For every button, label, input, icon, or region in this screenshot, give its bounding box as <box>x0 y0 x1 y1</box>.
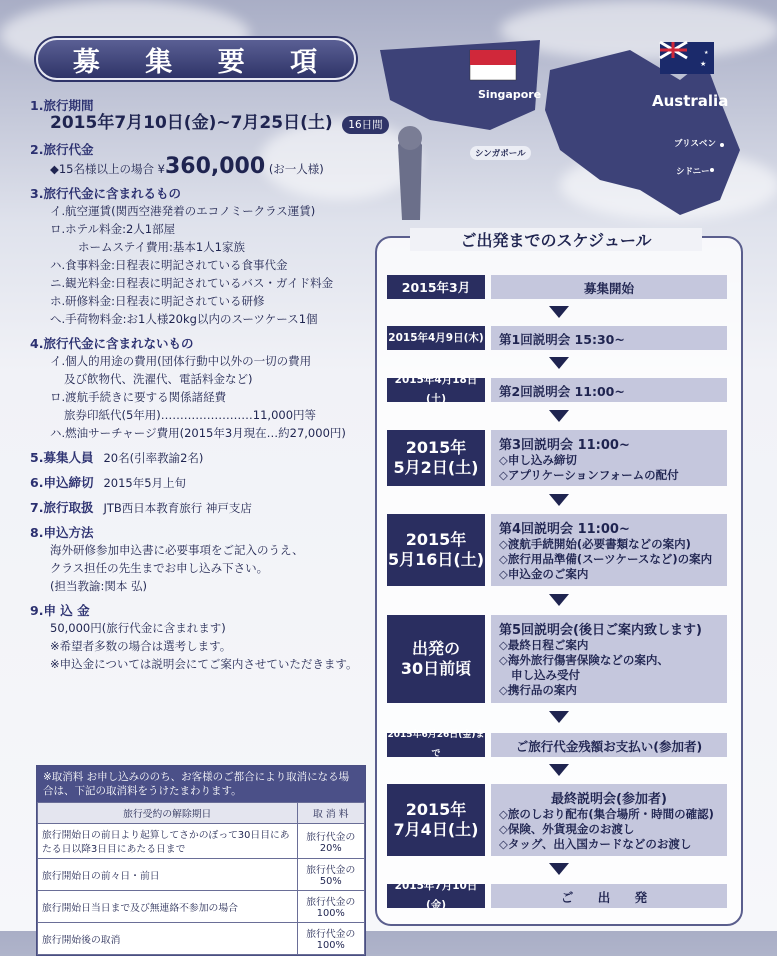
schedule-date-year: 2015年 <box>405 800 467 819</box>
price-suffix: (お一人様) <box>268 162 324 176</box>
deposit-item: ※申込金については説明会にてご案内させていただきます。 <box>50 657 358 671</box>
brisbane-label: ブリスベン <box>674 139 716 149</box>
schedule-event-detail: ◇旅行用品準備(スーツケースなど)の案内 <box>499 552 713 566</box>
schedule-title: ご出発までのスケジュール <box>410 228 702 251</box>
schedule-date: 2015年4月9日(木) <box>387 326 485 350</box>
page-title: 募 集 要 項 <box>36 38 356 80</box>
schedule-event-detail: ◇申し込み締切 <box>499 453 577 467</box>
map-illustration <box>360 40 760 230</box>
arrow-down-icon <box>549 306 569 318</box>
duration-badge: 16日間 <box>342 116 388 134</box>
schedule-date-day: 5月2日(土) <box>393 458 479 477</box>
arrow-down-icon <box>549 410 569 422</box>
schedule-event-detail: ◇最終日程ご案内 <box>499 638 589 652</box>
schedule-date <box>387 514 485 586</box>
schedule-event-title: 第3回説明会 11:00~ <box>499 438 630 453</box>
schedule-date <box>387 615 485 703</box>
schedule-date: 2015年3月 <box>387 275 485 299</box>
schedule-event-detail: ◇携行品の案内 <box>499 683 577 697</box>
schedule-row <box>387 374 727 405</box>
excluded-item: イ.個人的用途の費用(団体行動中以外の一切の費用 <box>50 354 312 368</box>
included-item: ホームステイ費用:基本1人1家族 <box>78 240 245 254</box>
arrow-down-icon <box>549 357 569 369</box>
excluded-item: ハ.燃油サーチャージ費用(2015年3月現在…約27,000円) <box>50 426 346 440</box>
schedule-event-detail: ◇旅のしおり配布(集合場所・時間の確認) <box>499 807 714 821</box>
deadline-text: 2015年5月上旬 <box>103 476 187 490</box>
schedule-event-detail: 申し込み受付 <box>511 668 580 682</box>
deadline-heading: 6.申込締切 <box>30 475 94 490</box>
schedule-date <box>387 784 485 856</box>
schedule-date: 2015年6月26日(金)まで <box>387 730 485 759</box>
sydney-marker <box>710 168 714 172</box>
schedule-date: 2015年4月18日(土) <box>387 378 485 402</box>
australia-landmass <box>545 50 740 215</box>
cancellation-box <box>36 765 366 956</box>
schedule-event: ご 出 発 <box>491 884 727 908</box>
schedule-event-detail: ◇海外旅行傷害保険などの案内、 <box>499 653 669 667</box>
price-heading: 2.旅行代金 <box>30 142 94 157</box>
schedule-event-title: 第4回説明会 11:00~ <box>499 522 630 537</box>
arrow-down-icon <box>549 764 569 776</box>
schedule-event: 募集開始 <box>491 275 727 299</box>
application-item: クラス担任の先生までお申し込み下さい。 <box>50 561 269 575</box>
price-row <box>30 154 370 179</box>
schedule-event-title: 最終説明会(参加者) <box>551 792 667 807</box>
excluded-heading: 4.旅行代金に含まれないもの <box>30 336 194 351</box>
period-heading: 1.旅行期間 <box>30 98 94 113</box>
period-row <box>30 113 383 134</box>
svg-text:★: ★ <box>704 50 709 56</box>
schedule-date: 2015年7月10日(金) <box>387 884 485 908</box>
schedule-row <box>387 615 727 703</box>
included-item: ホ.研修料金:日程表に明記されている研修 <box>50 294 265 308</box>
schedule-event <box>491 784 727 856</box>
schedule-event-detail: ◇申込金のご案内 <box>499 567 589 581</box>
included-item: ロ.ホテル料金:2人1部屋 <box>50 222 176 236</box>
table-row <box>38 923 365 955</box>
period-text: 2015年7月10日(金)~7月25日(土) <box>50 113 333 133</box>
capacity-row <box>30 442 370 467</box>
deposit-item: 50,000円(旅行代金に含まれます) <box>50 621 226 635</box>
sydney-label: シドニー <box>676 167 710 177</box>
included-item: イ.航空運賃(関西空港発着のエコノミークラス運賃) <box>50 204 316 218</box>
schedule-row <box>387 514 727 586</box>
capacity-heading: 5.募集人員 <box>30 450 94 465</box>
schedule-row <box>387 326 727 350</box>
schedule-event-detail: ◇保険、外貨現金のお渡し <box>499 822 635 836</box>
svg-text:★: ★ <box>700 60 707 68</box>
schedule-date-year: 2015年 <box>405 530 467 549</box>
schedule-event-detail: ◇アプリケーションフォームの配付 <box>499 468 679 482</box>
table-cell: 旅行開始後の取消 <box>38 923 298 955</box>
included-heading: 3.旅行代金に含まれるもの <box>30 186 181 201</box>
table-row <box>38 824 365 859</box>
table-row <box>38 891 365 923</box>
schedule-event <box>491 514 727 586</box>
brisbane-marker <box>720 143 724 147</box>
schedule-event: ご旅行代金残額お支払い(参加者) <box>491 733 727 757</box>
schedule-event <box>491 430 727 486</box>
schedule-event-detail: ◇タッグ、出入国カードなどのお渡し <box>499 837 692 851</box>
cancellation-table <box>37 802 365 955</box>
schedule-event <box>491 615 727 703</box>
arrow-down-icon <box>549 863 569 875</box>
schedule-event: 第1回説明会 15:30~ <box>491 326 727 350</box>
table-cell: 旅行開始日当日まで及び無連絡不参加の場合 <box>38 891 298 923</box>
deposit-heading: 9.申 込 金 <box>30 603 90 618</box>
table-cell: 旅行代金の 50% <box>297 859 364 891</box>
application-item: (担当教諭:関本 弘) <box>50 579 148 593</box>
schedule-event: 第2回説明会 11:00~ <box>491 378 727 402</box>
schedule-date-line: 出発の <box>411 639 460 658</box>
included-item: ハ.食事料金:日程表に明記されている食事代金 <box>50 258 288 272</box>
price-prefix: ◆15名様以上の場合 ¥ <box>50 162 165 176</box>
schedule-row <box>387 880 727 911</box>
table-cell: 旅行開始日の前々日・前日 <box>38 859 298 891</box>
excluded-item: 旅券印紙代(5年用)……………………11,000円等 <box>64 408 317 422</box>
australia-label: Australia <box>652 92 729 110</box>
excluded-item: ロ.渡航手続きに要する関係諸経費 <box>50 390 227 404</box>
schedule-date-year: 2015年 <box>405 438 467 457</box>
column-header: 取 消 料 <box>297 803 364 824</box>
schedule-row <box>387 430 727 486</box>
schedule-row <box>387 730 727 759</box>
deposit-item: ※希望者多数の場合は選考します。 <box>50 639 232 653</box>
arrow-down-icon <box>549 594 569 606</box>
table-row <box>38 859 365 891</box>
agency-heading: 7.旅行取扱 <box>30 500 94 515</box>
cancellation-note: ※取消料 お申し込みののち、お客様のご都合により取消になる場合は、下記の取消料をうけたまわります。 <box>37 766 365 802</box>
table-cell: 旅行代金の100% <box>297 923 364 955</box>
schedule-row <box>387 275 727 299</box>
arrow-down-icon <box>549 494 569 506</box>
schedule-date-day: 5月16日(土) <box>387 550 485 569</box>
price-value: 360,000 <box>164 154 266 179</box>
requirements-section <box>30 90 383 673</box>
schedule-date-day: 7月4日(土) <box>393 820 479 839</box>
application-heading: 8.申込方法 <box>30 525 94 540</box>
singapore-jp-label: シンガポール <box>470 146 531 160</box>
included-item: へ.手荷物料金:お1人様20kg以内のスーツケース1個 <box>50 312 318 326</box>
table-cell: 旅行代金の100% <box>297 891 364 923</box>
schedule-date-line: 30日前頃 <box>400 659 472 678</box>
table-cell: 旅行代金の 20% <box>297 824 364 859</box>
singapore-label: Singapore <box>478 88 542 101</box>
included-item: ニ.観光料金:日程表に明記されているバス・ガイド料金 <box>50 276 334 290</box>
table-cell: 旅行開始日の前日より起算してさかのぼって30日目にあたる日以降3日目にあたる日まで <box>38 824 298 859</box>
capacity-text: 20名(引率教諭2名) <box>103 451 204 465</box>
deadline-row <box>30 467 370 492</box>
application-item: 海外研修参加申込書に必要事項をご記入のうえ、 <box>50 543 304 557</box>
table-header-row <box>38 803 365 824</box>
schedule-event-title: 第5回説明会(後日ご案内致します) <box>499 623 702 638</box>
arrow-down-icon <box>549 711 569 723</box>
excluded-item: 及び飲物代、洗濯代、電話料金など) <box>64 372 253 386</box>
agency-text: JTB西日本教育旅行 神戸支店 <box>103 501 252 515</box>
agency-row <box>30 492 370 517</box>
schedule-date <box>387 430 485 486</box>
schedule-event-detail: ◇渡航手続開始(必要書類などの案内) <box>499 537 691 551</box>
schedule-row <box>387 784 727 856</box>
column-header: 旅行受約の解除期日 <box>38 803 298 824</box>
